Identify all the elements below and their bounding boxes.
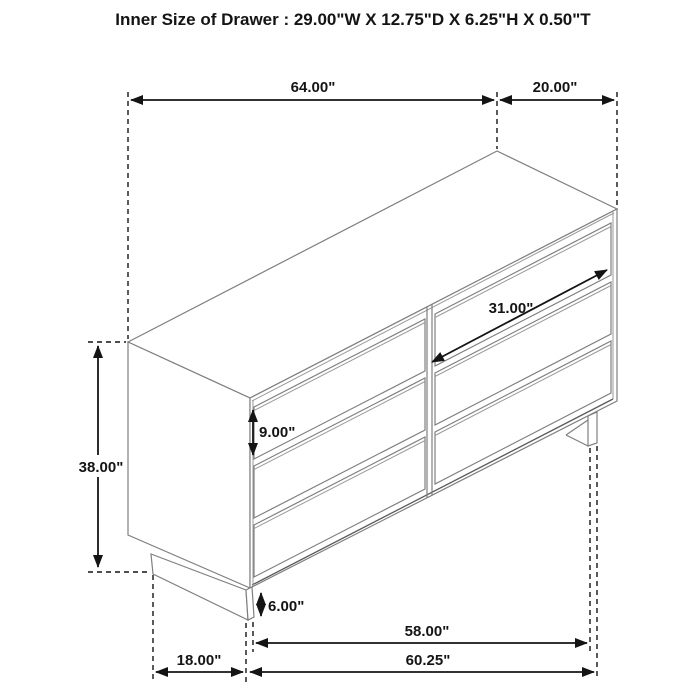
dimension-label-leg-height: 6.00" (268, 598, 305, 615)
dimension-label-base-inner-width: 58.00" (404, 623, 450, 640)
dimension-label-overall-height: 38.00" (78, 459, 124, 476)
right-leg-front-face (588, 412, 597, 446)
dimension-top-width (131, 79, 494, 100)
dimension-label-top-depth: 20.00" (532, 79, 578, 96)
dimension-label-drawer-face-height: 9.00" (259, 424, 296, 441)
dimension-top-depth (500, 79, 614, 100)
dresser-outline (128, 151, 617, 620)
dimension-label-top-width: 64.00" (290, 79, 336, 96)
dimension-overall-height (76, 346, 126, 567)
left-leg-front-face (246, 587, 254, 620)
dimension-label-base-overall-width: 60.25" (405, 652, 451, 669)
dimension-leg-height (261, 593, 304, 616)
dimension-label-side-floor-depth: 18.00" (176, 652, 222, 669)
page-title: Inner Size of Drawer : 29.00"W X 12.75"D X 6.25"H X 0.50"T (115, 10, 591, 29)
dimension-base-overall-width (250, 652, 594, 672)
dimension-side-floor-depth (156, 652, 243, 672)
dimension-base-inner-width (256, 623, 587, 643)
dimension-label-drawer-face-width: 31.00" (488, 300, 534, 317)
right-leg-side-edge-bottom (566, 435, 588, 446)
